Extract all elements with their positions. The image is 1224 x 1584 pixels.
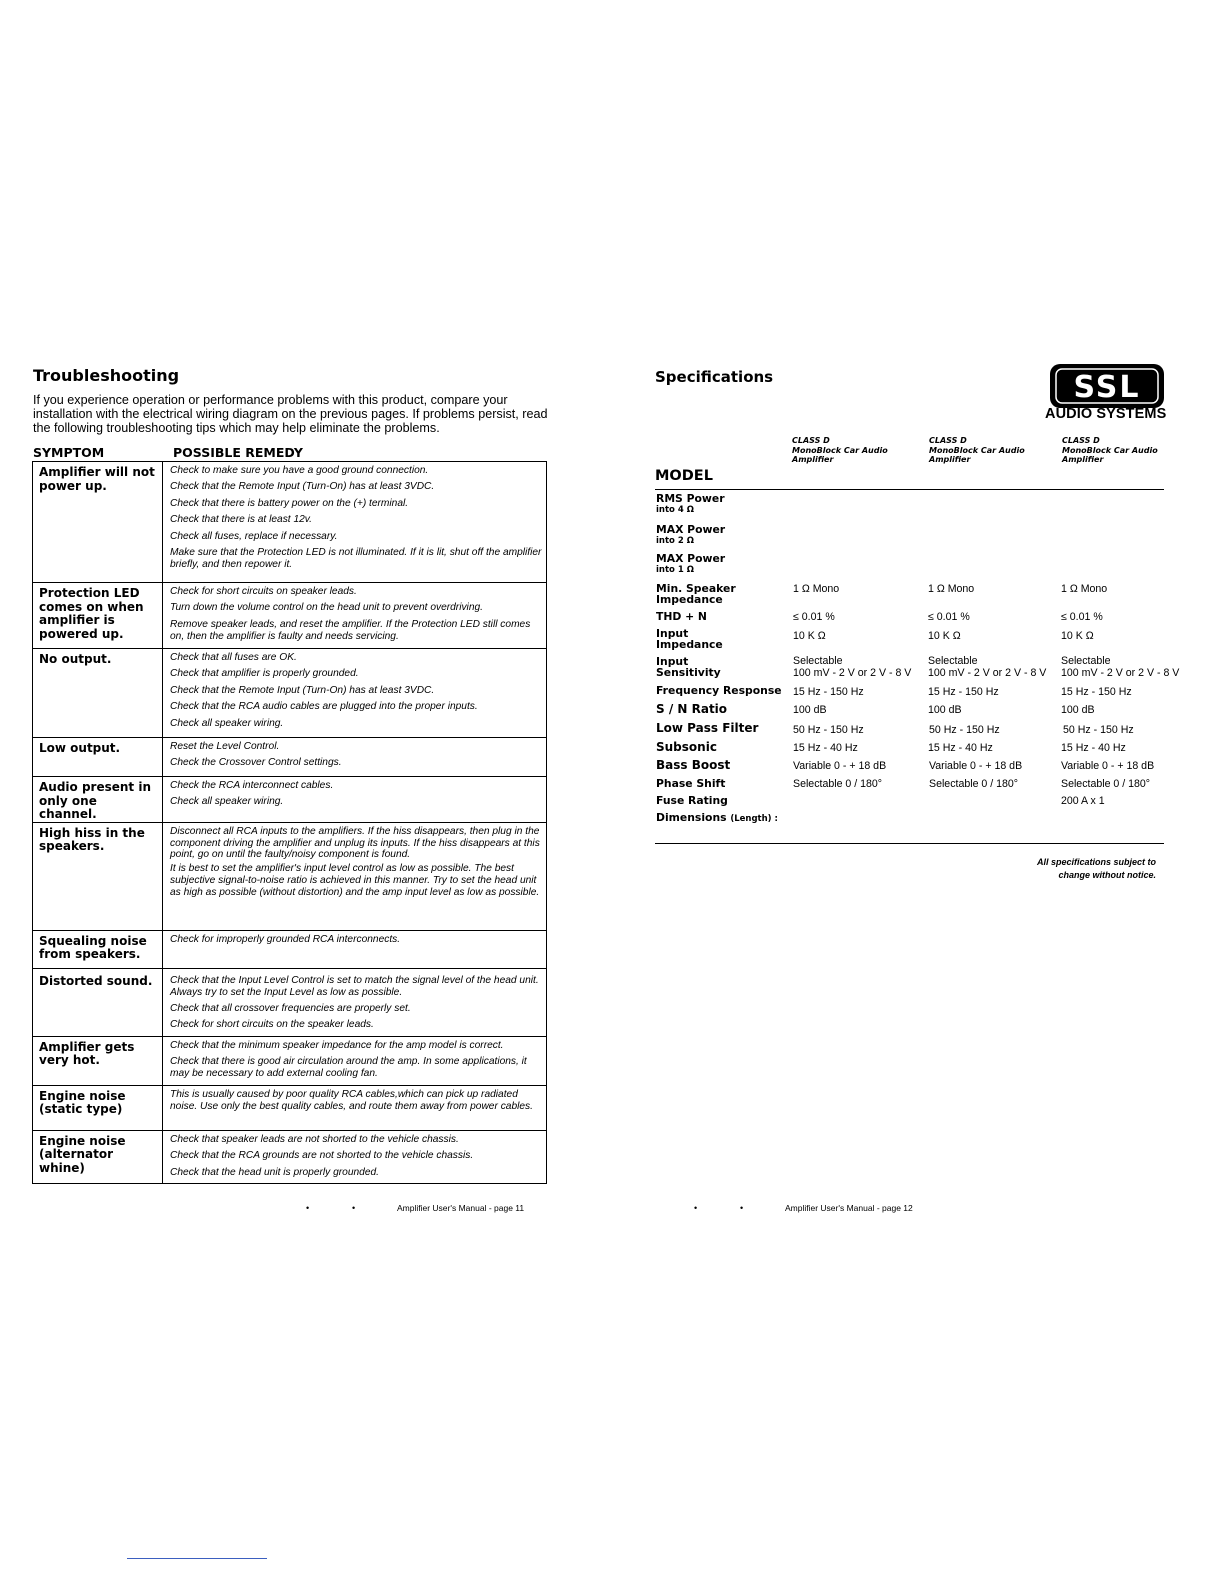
page-footer-right: Amplifier User's Manual - page 12 xyxy=(785,1203,913,1213)
spec-label-rms-power: RMS Power into 4 Ω xyxy=(656,492,725,515)
symptom-cell: Squealing noise from speakers. xyxy=(33,930,163,968)
column-header-line: MonoBlock Car Audio xyxy=(1062,445,1158,455)
remedy-item: Check that the head unit is properly grounded. xyxy=(170,1166,379,1178)
column-header-line: CLASS D xyxy=(792,436,830,445)
spec-value: ≤ 0.01 % xyxy=(928,611,970,623)
table-row xyxy=(33,738,547,777)
spec-value: Selectable 100 mV - 2 V or 2 V - 8 V xyxy=(1061,655,1180,680)
remedy-cell xyxy=(163,462,547,583)
remedy-item: Check that there is good air circulation around the amp. In some applications, it may be necessary to add external cooling fan. xyxy=(170,1056,527,1079)
model-column-header xyxy=(929,436,1059,465)
spec-value: Variable 0 - + 18 dB xyxy=(929,760,1023,772)
remedy-cell xyxy=(163,777,547,823)
remedy-cell xyxy=(163,1085,547,1130)
spec-label-dimensions: Dimensions (Length) : xyxy=(656,811,778,824)
table-row xyxy=(33,777,547,823)
spec-value: 100 dB xyxy=(1061,704,1095,716)
remedy-item: Reset the Level Control. xyxy=(170,741,280,752)
remedy-cell xyxy=(163,822,547,930)
remedy-item: Check that the RCA audio cables are plugged into the proper inputs. xyxy=(170,701,478,713)
remedy-item: Check the RCA interconnect cables. xyxy=(170,780,334,791)
remedy-item: Check that the minimum speaker impedance for the amp model is correct. xyxy=(170,1039,504,1051)
table-row xyxy=(33,1036,547,1085)
spec-value: Selectable 0 / 180° xyxy=(929,778,1019,790)
remedy-item: Check that the Remote Input (Turn-On) has at least 3VDC. xyxy=(170,684,435,696)
symptom-cell: Engine noise (static type) xyxy=(33,1085,163,1130)
spec-value: 200 A x 1 xyxy=(1061,795,1105,807)
remedy-cell xyxy=(163,1130,547,1183)
specifications-title: Specifications xyxy=(655,368,774,386)
spec-value: 50 Hz - 150 Hz xyxy=(929,724,1000,736)
remedy-item: Check all speaker wiring. xyxy=(170,796,284,808)
remedy-item: Check that the Remote Input (Turn-On) has at least 3VDC. xyxy=(170,481,435,493)
spec-label-low-pass-filter: Low Pass Filter xyxy=(656,721,759,735)
spec-value: 15 Hz - 150 Hz xyxy=(1061,686,1132,698)
remedy-item: This is usually caused by poor quality RCA cables,which can pick up radiated noise. Use only the best quality cables, and route them away from power cables. xyxy=(170,1088,533,1112)
remedy-item: Disconnect all RCA inputs to the amplifiers. If the hiss disappears, then plug in the component driving the amplifier and unplug its inputs. If the hiss disappears at this point, go on until the faulty/noisy component is found. xyxy=(170,825,540,861)
spec-value: ≤ 0.01 % xyxy=(1061,611,1103,623)
spec-value: 1 Ω Mono xyxy=(1061,583,1108,595)
troubleshooting-title: Troubleshooting xyxy=(33,366,180,385)
logo-lettering: SSL xyxy=(1073,370,1141,405)
symptom-cell: Protection LED comes on when amplifier is powered up. xyxy=(33,583,163,649)
symptom-cell: Distorted sound. xyxy=(33,968,163,1036)
spec-value: 50 Hz - 150 Hz xyxy=(793,724,864,736)
spec-value: ≤ 0.01 % xyxy=(793,611,835,623)
table-row xyxy=(33,930,547,968)
remedy-cell xyxy=(163,930,547,968)
spec-value: Selectable 0 / 180° xyxy=(793,778,883,790)
column-header-line: MonoBlock Car Audio xyxy=(792,445,888,455)
page-footer-left: Amplifier User's Manual - page 11 xyxy=(397,1203,525,1213)
divider xyxy=(655,843,1164,844)
spec-label-input-sensitivity: Input Sensitivity xyxy=(656,655,721,679)
spec-value: 15 Hz - 40 Hz xyxy=(928,742,993,754)
spec-value: 100 dB xyxy=(928,704,962,716)
spec-label-frequency-response: Frequency Response xyxy=(656,684,782,697)
footer-bullet: • xyxy=(352,1203,356,1213)
spec-label-phase-shift: Phase Shift xyxy=(656,777,726,790)
divider xyxy=(655,489,1164,490)
remedy-item: Check for improperly grounded RCA interconnects. xyxy=(170,933,401,945)
remedy-item: Check that the Input Level Control is set to match the signal level of the head unit. Always try to set the Input Level as low as possible. xyxy=(170,974,539,998)
column-header-line: MonoBlock Car Audio xyxy=(929,445,1025,455)
specifications-note: All specifications subject to change without notice. xyxy=(1036,857,1156,880)
column-header-line: Amplifier xyxy=(929,455,971,465)
remedy-item: Check all fuses, replace if necessary. xyxy=(170,530,338,542)
spec-label-thd: THD + N xyxy=(656,610,707,623)
table-row xyxy=(33,1085,547,1130)
symptom-cell: High hiss in the speakers. xyxy=(33,822,163,930)
remedy-cell xyxy=(163,1036,547,1085)
spec-label-fuse-rating: Fuse Rating xyxy=(656,794,728,807)
spec-value: 10 K Ω xyxy=(1061,630,1094,642)
table-row xyxy=(33,1130,547,1183)
column-header-line: Amplifier xyxy=(792,455,834,465)
table-row xyxy=(33,462,547,583)
remedy-item: Check that the RCA grounds are not shorted to the vehicle chassis. xyxy=(170,1150,474,1162)
spec-value: 10 K Ω xyxy=(793,630,826,642)
spec-value: Variable 0 - + 18 dB xyxy=(793,760,887,772)
spec-value: 100 dB xyxy=(793,704,827,716)
remedy-item: Check that speaker leads are not shorted to the vehicle chassis. xyxy=(170,1133,459,1145)
remedy-item: Check that there is battery power on the (+) terminal. xyxy=(170,497,409,509)
spec-value: Variable 0 - + 18 dB xyxy=(1061,760,1155,772)
table-row xyxy=(33,968,547,1036)
spec-value: 10 K Ω xyxy=(928,630,961,642)
footer-bullet: • xyxy=(740,1203,744,1213)
model-column-header xyxy=(792,436,922,465)
spec-label-min-impedance: Min. Speaker Impedance xyxy=(656,582,736,606)
remedy-cell xyxy=(163,738,547,777)
remedy-item: Check to make sure you have a good ground connection. xyxy=(170,465,429,476)
spec-value: Selectable 100 mV - 2 V or 2 V - 8 V xyxy=(928,655,1047,680)
remedy-item: It is best to set the amplifier's input level control as low as possible. The best subjective signal-to-noise ratio is achieved in this manner. Try to set the head unit as high as possible (without distortion) and the amp input level as low as possible. xyxy=(170,863,540,898)
table-row xyxy=(33,649,547,738)
spec-label-sn-ratio: S / N Ratio xyxy=(656,702,728,716)
remedy-cell xyxy=(163,649,547,738)
troubleshooting-table xyxy=(32,461,547,1184)
column-header-line: Amplifier xyxy=(1062,455,1104,465)
remedy-item: Check for short circuits on the speaker leads. xyxy=(170,1019,374,1031)
symptom-cell: No output. xyxy=(33,649,163,738)
spec-label-max-power-1ohm: MAX Power into 1 Ω xyxy=(656,552,726,575)
spec-value: 1 Ω Mono xyxy=(793,583,840,595)
troubleshooting-intro: If you experience operation or performance problems with this product, compare your installation with the electrical wiring diagram on the previous pages. If problems persist, read the following troubleshooting tips which may help eliminate the problems. xyxy=(33,393,548,435)
remedy-column-header: POSSIBLE REMEDY xyxy=(173,445,303,460)
spec-value: 50 Hz - 150 Hz xyxy=(1063,724,1134,736)
symptom-cell: Engine noise (alternator whine) xyxy=(33,1130,163,1183)
spec-value: 15 Hz - 40 Hz xyxy=(793,742,858,754)
symptom-cell: Audio present in only one channel. xyxy=(33,777,163,823)
table-row xyxy=(33,583,547,649)
remedy-item: Check that all crossover frequencies are properly set. xyxy=(170,1002,411,1014)
model-label: MODEL xyxy=(655,468,713,484)
spec-value: Selectable 0 / 180° xyxy=(1061,778,1151,790)
remedy-item: Check that amplifier is properly grounded. xyxy=(170,668,359,680)
column-header-line: CLASS D xyxy=(929,436,967,445)
symptom-cell: Amplifier gets very hot. xyxy=(33,1036,163,1085)
logo-subtitle: AUDIO SYSTEMS xyxy=(1045,406,1167,422)
spec-label-input-impedance: Input Impedance xyxy=(656,627,723,651)
column-header-line: CLASS D xyxy=(1062,436,1100,445)
spec-label-max-power-2ohm: MAX Power into 2 Ω xyxy=(656,523,726,546)
remedy-cell xyxy=(163,968,547,1036)
spec-value: 1 Ω Mono xyxy=(928,583,975,595)
spec-value: 15 Hz - 150 Hz xyxy=(928,686,999,698)
footer-bullet: • xyxy=(694,1203,698,1213)
remedy-item: Check the Crossover Control settings. xyxy=(170,757,342,769)
remedy-item: Check for short circuits on speaker leads. xyxy=(170,586,357,597)
spec-label-bass-boost: Bass Boost xyxy=(656,758,731,772)
footer-bullet: • xyxy=(306,1203,310,1213)
remedy-item: Turn down the volume control on the head unit to prevent overdriving. xyxy=(170,602,483,614)
remedy-item: Check that all fuses are OK. xyxy=(170,652,297,663)
symptom-cell: Low output. xyxy=(33,738,163,777)
table-row xyxy=(33,822,547,930)
remedy-item: Check that there is at least 12v. xyxy=(170,514,312,526)
ssl-logo xyxy=(1049,363,1165,409)
spec-value: Selectable 100 mV - 2 V or 2 V - 8 V xyxy=(793,655,912,680)
model-column-header xyxy=(1062,436,1192,465)
remedy-item: Remove speaker leads, and reset the amplifier. If the Protection LED still comes on, then the amplifier is faulty and needs servicing. xyxy=(170,618,531,642)
remedy-item: Check all speaker wiring. xyxy=(170,717,284,729)
symptom-column-header: SYMPTOM xyxy=(33,445,105,460)
spec-value: 15 Hz - 40 Hz xyxy=(1061,742,1126,754)
remedy-cell xyxy=(163,583,547,649)
spec-value: 15 Hz - 150 Hz xyxy=(793,686,864,698)
link-underline[interactable] xyxy=(127,1558,267,1559)
symptom-cell: Amplifier will not power up. xyxy=(33,462,163,583)
remedy-item: Make sure that the Protection LED is not illuminated. If it is lit, shut off the amplifier briefly, and then repower it. xyxy=(170,546,542,570)
spec-label-subsonic: Subsonic xyxy=(656,740,717,754)
